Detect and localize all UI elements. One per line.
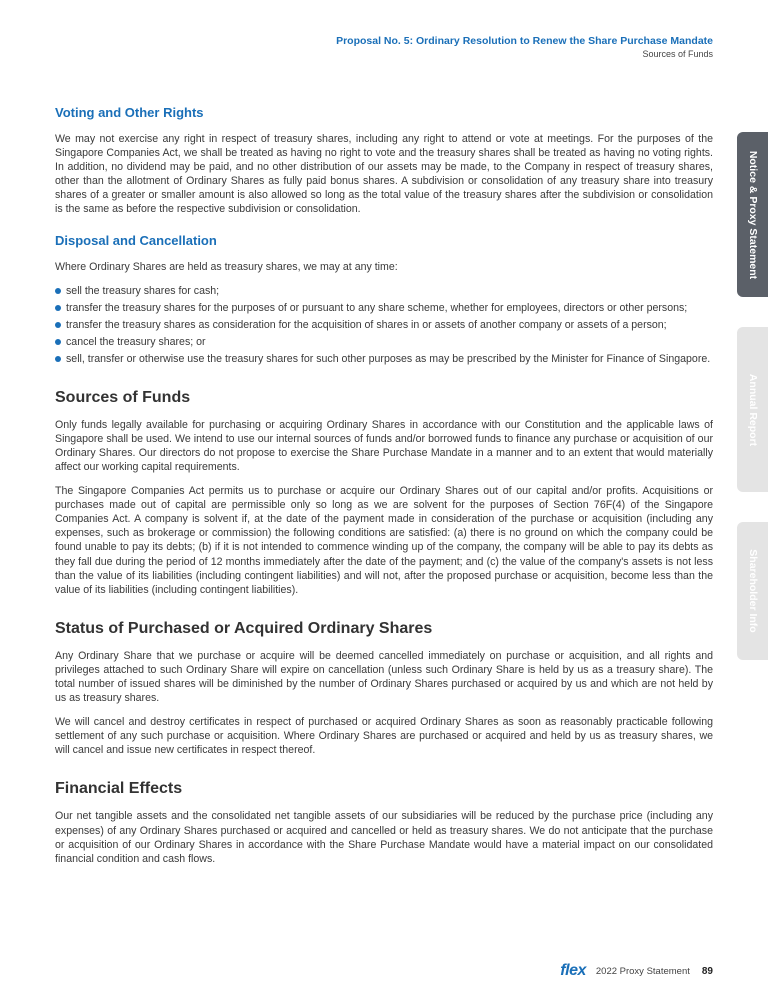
- tab-annual-report[interactable]: [737, 327, 768, 492]
- bullet-icon: [55, 322, 61, 328]
- disposal-list: [55, 284, 713, 366]
- header-subtitle: Sources of Funds: [642, 49, 713, 59]
- list-item: sell the treasury shares for cash;: [55, 284, 713, 298]
- sources-paragraph-2: The Singapore Companies Act permits us to purchase or acquire our Ordinary Shares out of our capital and/or profits. Acquisitions or purchases made out of capital are permissible only so long as we are solvent for the purposes of Section 76F(4) of the Singapore Companies Act. A company is solvent if, at the date of the payment made in consideration of the purchase or acquisition (including any expenses, such as brokerage or commission) the following conditions are satisfied: (a) there is no ground on which the company could be found unable to pay its debts; (b) if it is not intended to commence winding up of the company, the company will be able to pay its debts as they fall due during the period of 12 months immediately after the date of the payment; and (c) the value of the company's assets is not less than the value of its liabilities (including contingent liabilities) and will not, after the proposed purchase or acquisition, become less than the value of its liabilities (including contingent liabilities).: [55, 485, 713, 596]
- voting-heading: Voting and Other Rights: [55, 105, 204, 120]
- list-item: sell, transfer or otherwise use the treasury shares for such other purposes as may be prescribed by the Minister for Finance of Singapore.: [55, 352, 713, 366]
- disposal-heading: Disposal and Cancellation: [55, 232, 217, 248]
- status-paragraph-1: Any Ordinary Share that we purchase or acquire will be deemed cancelled immediately on purchase or acquisition, and all rights and privileges attached to such Ordinary Share will expire on cancellation (unless such Ordinary Share is held by us as a treasury share). The total number of issued shares will be diminished by the number of Ordinary Shares purchased or acquired by us and which are not held by us as treasury shares.: [55, 649, 713, 705]
- tab-label: Shareholder Info: [746, 549, 759, 633]
- status-heading: Status of Purchased or Acquired Ordinary Shares: [55, 619, 433, 637]
- page-header: [336, 34, 713, 60]
- financial-heading: Financial Effects: [55, 780, 183, 798]
- tab-notice-proxy-statement[interactable]: [737, 132, 768, 297]
- header-title: Proposal No. 5: Ordinary Resolution to Renew the Share Purchase Mandate: [336, 35, 713, 47]
- bullet-icon: [55, 288, 61, 294]
- list-item: cancel the treasury shares; or: [55, 335, 713, 349]
- financial-paragraph: Our net tangible assets and the consolidated net tangible assets of our subsidiaries will be reduced by the purchase price (including any expenses) of any Ordinary Shares purchased or acquired and cancelled or held as treasury shares. We do not anticipate that the purchase or acquisition of our Ordinary Shares in accordance with the Share Purchase Mandate would have a material impact on our consolidated financial condition and cash flows.: [55, 810, 713, 865]
- list-item: transfer the treasury shares for the purposes of or pursuant to any share scheme, whether for employees, directors or other persons;: [55, 301, 713, 315]
- bullet-icon: [55, 305, 61, 311]
- footer-label: 2022 Proxy Statement: [595, 965, 690, 977]
- page-number: 89: [701, 965, 713, 977]
- list-item: transfer the treasury shares as consideration for the acquisition of shares in or assets of another company or assets of a person;: [55, 318, 713, 332]
- flex-logo: flex: [560, 962, 586, 979]
- tab-shareholder-info[interactable]: [737, 522, 768, 660]
- bullet-icon: [55, 339, 61, 345]
- sources-paragraph-1: Only funds legally available for purchasing or acquiring Ordinary Shares in accordance with our Constitution and the applicable laws of Singapore shall be used. We intend to use our internal sources of funds and/or borrowed funds to finance any purchase or acquisition of our Ordinary Shares. Our directors do not propose to exercise the Share Purchase Mandate in a manner and to an extent that would materially affect our working capital requirements.: [55, 418, 713, 473]
- page-footer: [560, 962, 713, 980]
- sources-heading: Sources of Funds: [55, 388, 191, 406]
- bullet-icon: [55, 356, 61, 362]
- tab-label: Notice & Proxy Statement: [746, 150, 759, 279]
- voting-paragraph: We may not exercise any right in respect of treasury shares, including any right to attend or vote at meetings. For the purposes of the Singapore Companies Act, we shall be treated as having no right to vote and the treasury shares shall be treated as having no voting rights. In addition, no dividend may be paid, and no other distribution of our assets may be made, to the Company in respect of treasury shares, other than the allotment of Ordinary Shares as fully paid bonus shares. A subdivision or consolidation of any treasury share into treasury shares of a greater or smaller amount is also allowed so long as the total value of the treasury shares after the subdivision or consolidation is the same as before the respective subdivision or consolidation.: [55, 133, 713, 216]
- tab-label: Annual Report: [746, 373, 759, 446]
- main-content: [55, 105, 713, 876]
- status-paragraph-2: We will cancel and destroy certificates in respect of purchased or acquired Ordinary Shares as soon as reasonably practicable following settlement of any such purchase or acquisition. Where Ordinary Shares are purchased or acquired and held by us as treasury shares, we will cancel and issue new certificates in respect thereof.: [55, 716, 713, 757]
- disposal-intro: Where Ordinary Shares are held as treasury shares, we may at any time:: [55, 260, 398, 273]
